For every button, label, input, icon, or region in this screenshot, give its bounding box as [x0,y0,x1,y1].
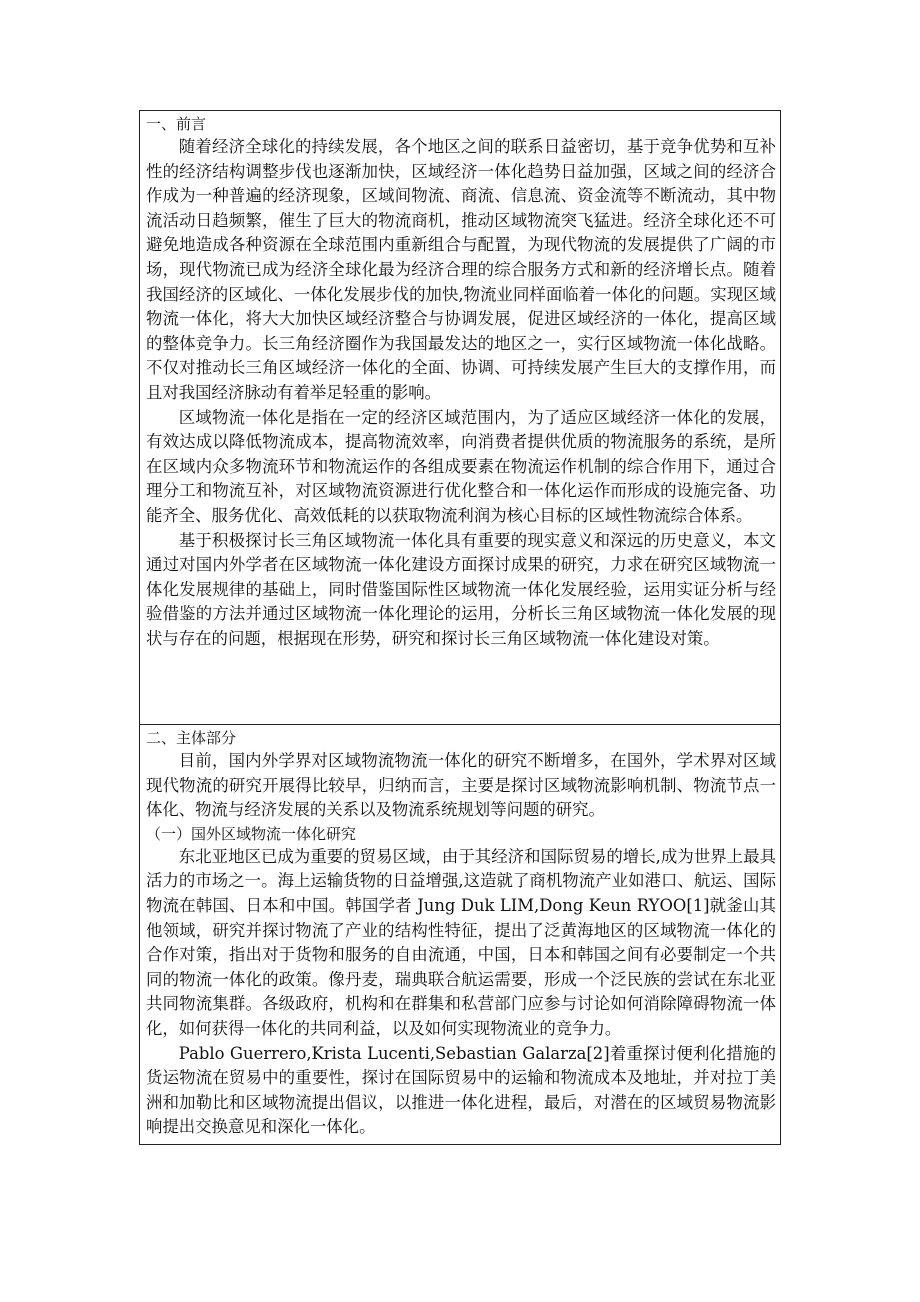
section-preface-cell [140,111,781,725]
content-table [139,110,781,1145]
table-row [140,725,781,1145]
paragraph: Pablo Guerrero,Krista Lucenti,Sebastian Galarza[2]着重探讨便利化措施的货运物流在贸易中的重要性，探讨在国际贸易中的运输和物流成本及地址，并对拉丁美洲和加勒比和区域物流提出倡议，以推进一体化进程，最后，对潜在的区域贸易物流影响提出交换意见和深化一体化。 [146,1043,776,1137]
section-heading: 一、前言 [146,115,207,133]
paragraph: 目前，国内外学界对区域物流物流一体化的研究不断增多，在国外，学术界对区域现代物流的研究开展得比较早，归纳而言，主要是探讨区域物流影响机制、物流节点一体化、物流与经济发展的关系以及物流系统规划等问题的研究。 [146,751,776,820]
paragraph: 东北亚地区已成为重要的贸易区域，由于其经济和国际贸易的增长,成为世界上最具活力的市场之一。海上运输货物的日益增强,这造就了商机物流产业如港口、航运、国际物流在韩国、日本和中国。韩国学者 Jung Duk LIM,Dong Keun RYOO[1]就釜山其他领域，研究并探讨物流了产业的结构性特征，提出了泛黄海地区的区域物流一体化的合作对策，指出对于货物和服务的自由流通，中国，日本和韩国之间有必要制定一个共同的物流一体化的政策。像丹麦，瑞典联合航运需要，形成一个泛民族的尝试在东北亚共同物流集群。各级政府，机构和在群集和私营部门应参与讨论如何消除障碍物流一体化，如何获得一体化的共同利益，以及如何实现物流业的竞争力。 [146,846,776,1038]
subsection-heading: （一）国外区域物流一体化研究 [146,824,357,843]
paragraph: 随着经济全球化的持续发展，各个地区之间的联系日益密切，基于竞争优势和互补性的经济结构调整步伐也逐渐加快，区域经济一体化趋势日益加强，区域之间的经济合作成为一种普遍的经济现象，区域间物流、商流、信息流、资金流等不断流动，其中物流活动日趋频繁，催生了巨大的物流商机，推动区域物流突飞猛进。经济全球化还不可避免地造成各种资源在全球范围内重新组合与配置，为现代物流的发展提供了广阔的市场，现代物流已成为经济全球化最为经济合理的综合服务方式和新的经济增长点。随着我国经济的区域化、一体化发展步伐的加快,物流业同样面临着一体化的问题。实现区域物流一体化，将大大加快区域经济整合与协调发展，促进区域经济的一体化，提高区域的整体竞争力。长三角经济圈作为我国最发达的地区之一，实行区域物流一体化战略。不仅对推动长三角区域经济一体化的全面、协调、可持续发展产生巨大的支撑作用，而且对我国经济脉动有着举足轻重的影响。 [146,137,776,402]
document-page [139,110,781,1145]
table-row [140,111,781,725]
paragraph: 区域物流一体化是指在一定的经济区域范围内，为了适应区域经济一体化的发展，有效达成以降低物流成本，提高物流效率，向消费者提供优质的物流服务的系统，是所在区域内众多物流环节和物流运作的各组成要素在物流运作机制的综合作用下，通过合理分工和物流互补，对区域物流资源进行优化整合和一体化运作而形成的设施完备、功能齐全、服务优化、高效低耗的以获取物流利润为核心目标的区域性物流综合体系。 [146,407,776,525]
paragraph: 基于积极探讨长三角区域物流一体化具有重要的现实意义和深远的历史意义，本文通过对国内外学者在区域物流一体化建设方面探讨成果的研究，力求在研究区域物流一体化发展规律的基础上，同时借鉴国际性区域物流一体化发展经验，运用实证分析与经验借鉴的方法并通过区域物流一体化理论的运用，分析长三角区域物流一体化发展的现状与存在的问题，根据现在形势，研究和探讨长三角区域物流一体化建设对策。 [146,530,776,648]
section-heading: 二、主体部分 [146,729,237,747]
section-main-cell [140,725,781,1145]
